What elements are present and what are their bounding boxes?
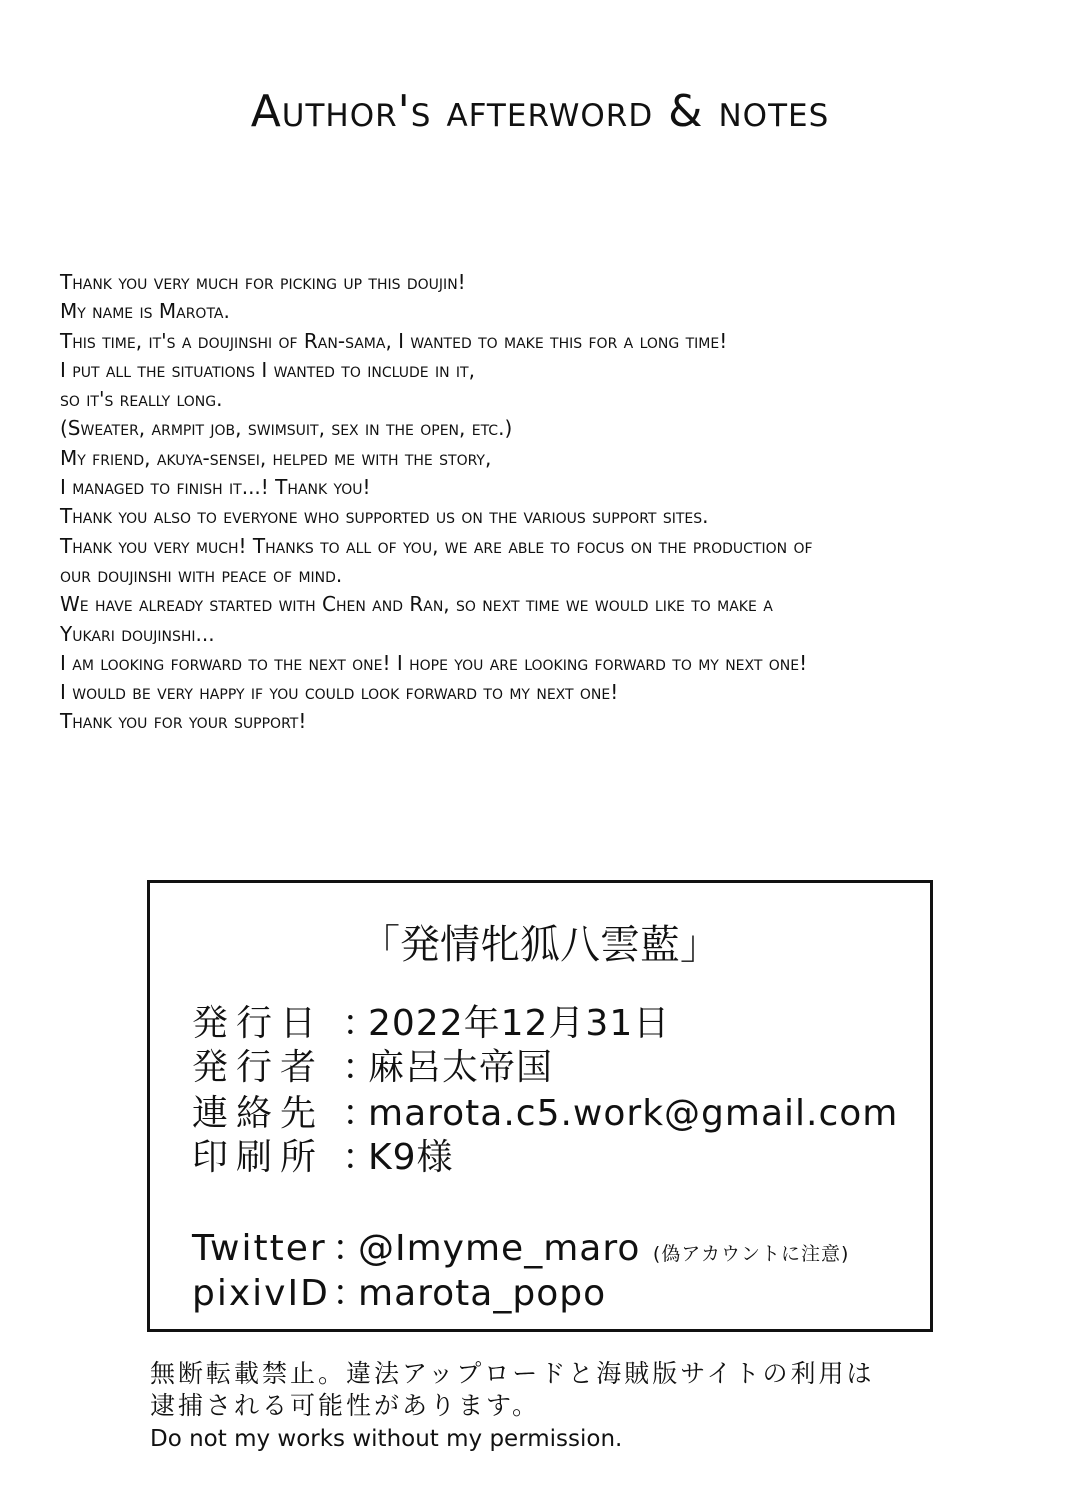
afterword-line: I put all the situations I wanted to include in it,	[60, 357, 475, 382]
afterword-line: Thank you also to everyone who supported us on the various support sites.	[60, 504, 709, 529]
afterword-text	[60, 268, 1060, 737]
afterword-line: Thank you very much! Thanks to all of you, we are able to focus on the production of	[60, 533, 813, 558]
separator: ：	[342, 1093, 380, 1134]
publish-date-value: 2022年12月31日	[368, 1003, 671, 1044]
book-title: 「発情牝狐八雲藍」	[360, 922, 720, 968]
publisher-row	[192, 1039, 553, 1090]
afterword-line: Yukari doujinshi...	[60, 621, 215, 646]
afterword-line: our doujinshi with peace of mind.	[60, 562, 343, 587]
separator: ：	[342, 1003, 380, 1044]
footer-jp-line1: 無断転載禁止。違法アップロードと海賊版サイトの利用は	[150, 1359, 875, 1388]
page-title: Author's afterword & notes	[250, 86, 830, 137]
fake-account-warning: (偽アカウントに注意)	[652, 1243, 850, 1265]
pixiv-label: pixivID	[192, 1273, 330, 1314]
afterword-line: My friend, akuya-sensei, helped me with the story,	[60, 445, 492, 470]
pixiv-row	[192, 1265, 606, 1316]
afterword-line: I would be very happy if you could look forward to my next one!	[60, 680, 619, 705]
afterword-line: My name is Marota.	[60, 299, 230, 324]
footer-en-line: Do not my works without my permission.	[150, 1426, 623, 1452]
footer-notice	[150, 1358, 1050, 1456]
afterword-line: so it's really long.	[60, 387, 223, 412]
separator: ：	[342, 1137, 380, 1178]
afterword-line: Thank you very much for picking up this doujin!	[60, 270, 466, 294]
afterword-line: This time, it's a doujinshi of Ran-sama, I wanted to make this for a long time!	[60, 328, 728, 353]
afterword-line: Thank you for your support!	[60, 709, 307, 734]
twitter-row	[192, 1220, 849, 1271]
separator: ：	[342, 1047, 380, 1088]
contact-label: 連絡先	[192, 1093, 325, 1134]
publisher-label: 発行者	[192, 1047, 325, 1088]
afterword-line: (Sweater, armpit job, swimsuit, sex in the open, etc.)	[60, 416, 513, 441]
separator: ：	[332, 1273, 370, 1314]
afterword-line: I managed to finish it...! Thank you!	[60, 475, 371, 500]
afterword-line: I am looking forward to the next one! I hope you are looking forward to my next one!	[60, 650, 808, 675]
printer-value: K9様	[368, 1137, 454, 1178]
publish-date-label: 発行日	[192, 1003, 325, 1044]
footer-jp-line2: 逮捕される可能性があります。	[150, 1391, 541, 1420]
afterword-line: We have already started with Chen and Ran, so next time we would like to make a	[60, 592, 773, 617]
printer-label: 印刷所	[192, 1137, 325, 1178]
twitter-label: Twitter	[192, 1228, 327, 1269]
twitter-handle: @Imyme_maro	[358, 1228, 641, 1269]
contact-email: marota.c5.work@gmail.com	[368, 1093, 899, 1134]
colophon-box	[147, 880, 933, 1332]
publisher-value: 麻呂太帝国	[368, 1047, 554, 1088]
printer-row	[192, 1129, 454, 1180]
separator: ：	[332, 1228, 370, 1269]
pixiv-id: marota_popo	[358, 1273, 607, 1314]
